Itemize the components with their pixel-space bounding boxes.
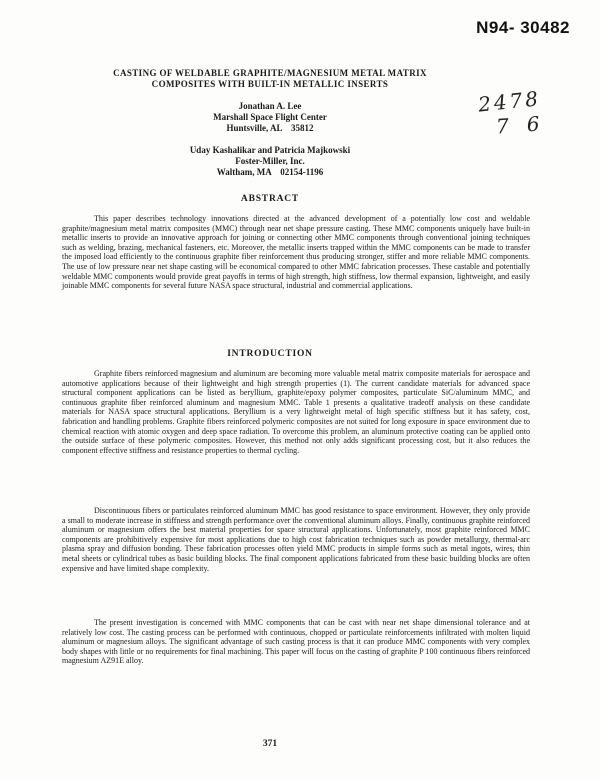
paper-title: [70, 68, 470, 90]
handwritten-annotation: [476, 86, 568, 139]
introduction-heading: INTRODUCTION: [227, 349, 313, 359]
author-address: Waltham, MA 02154-1196: [216, 167, 324, 177]
author-names: Jonathan A. Lee: [238, 101, 302, 111]
intro-paragraph-2: Discontinuous fibers or particulates reinforced aluminum MMC has good resistance to space environment. However, they only provide a small to moderate increase in stiffness and strength performance over the conventional aluminum alloys. Finally, continuous graphite reinforced aluminum or magnesium offers the best material properties for space structural applications. Unfortunately, most graphite reinforced MMC components are prohibitively expensive for most applications due to high cost fabrication techniques such as powder metallurgy, thermal-arc plasma spray and diffusion bonding. These fabrication processes often yield MMC products in simple forms such as metal ingots, wires, thin metal sheets or cylindrical tubes as basic building blocks. The final component applications fabricated from these basic building blocks are often expensive and have limited shape complexity.: [62, 506, 530, 573]
abstract-heading: ABSTRACT: [240, 194, 300, 204]
intro-paragraph-1: Graphite fibers reinforced magnesium and aluminum are becoming more valuable metal matrix composite materials for aerospace and automotive applications because of their lightweight and high strength properties (1). The current candidate materials for advanced space structural component applications can be listed as beryllium, graphite/epoxy polymer composites, particulate SiC/aluminum MMC, and continuous graphite fiber reinforced aluminum and magnesium MMC. Table 1 presents a qualitative tradeoff analysis on these candidate materials for NASA space structural applications. Beryllium is a very lightweight metal of high specific stiffness but it has safety, cost, fabrication and handling problems. Graphite fibers reinforced polymeric composites are not suited for long exposure in space environment due to chemical reaction with atomic oxygen and deep space radiation. To overcome this problem, an aluminum protective coating can be applied onto the outside surface of these polymeric composites. However, this method not only adds significant processing cost, but it also reduces the component effective stiffness and resistance properties to thermal cycling.: [62, 369, 530, 455]
title-line-1: CASTING OF WELDABLE GRAPHITE/MAGNESIUM METAL MATRIX: [113, 68, 427, 78]
handwritten-line-1: 2478: [476, 86, 543, 117]
handwritten-line-2: 76: [495, 110, 559, 139]
author-address: Huntsville, AL 35812: [226, 123, 314, 133]
document-number: N94- 30482: [476, 18, 570, 37]
page-number: 371: [262, 739, 278, 749]
author-affiliation: Marshall Space Flight Center: [213, 112, 327, 122]
author-affiliation: Foster-Miller, Inc.: [235, 156, 305, 166]
author-block-1: [120, 101, 420, 134]
author-names: Uday Kashalikar and Patricia Majkowski: [189, 145, 351, 155]
title-line-2: COMPOSITES WITH BUILT-IN METALLIC INSERTS: [151, 79, 389, 89]
intro-paragraph-3: The present investigation is concerned with MMC components that can be cast with near net shape dimensional tolerance and at relatively low cost. The casting process can be performed with continuous, chopped or particulate reinforcements infiltrated with molten liquid aluminum or magnesium alloys. The significant advantage of such casting process is that it can produce MMC components with very complex body shapes with little or no requirements for final machining. This paper will focus on the casting of graphite P 100 continuous fibers reinforced magnesium AZ91E alloy.: [62, 618, 530, 666]
abstract-text: This paper describes technology innovations directed at the advanced development of a potentially low cost and weldable graphite/magnesium metal matrix composites (MMC) through near net shape pressure casting. These MMC components uniquely have built-in metallic inserts to provide an innovative approach for joining or connecting other MMC components through conventional joining techniques such as welding, brazing, mechanical fasteners, etc. Moreover, the metallic inserts trapped within the MMC components can be made to transfer the imposed load efficiently to the continuous graphite fiber reinforcement thus producing stronger, stiffer and more reliable MMC components. The use of low pressure near net shape casting will be economical compared to other MMC fabrication processes. These castable and potentially weldable MMC components would provide great payoffs in terms of high strength, high stiffness, low thermal expansion, lightweight, and easily joinable MMC components for several future NASA space structural, industrial and commercial applications.: [62, 214, 530, 291]
author-block-2: [120, 145, 420, 178]
